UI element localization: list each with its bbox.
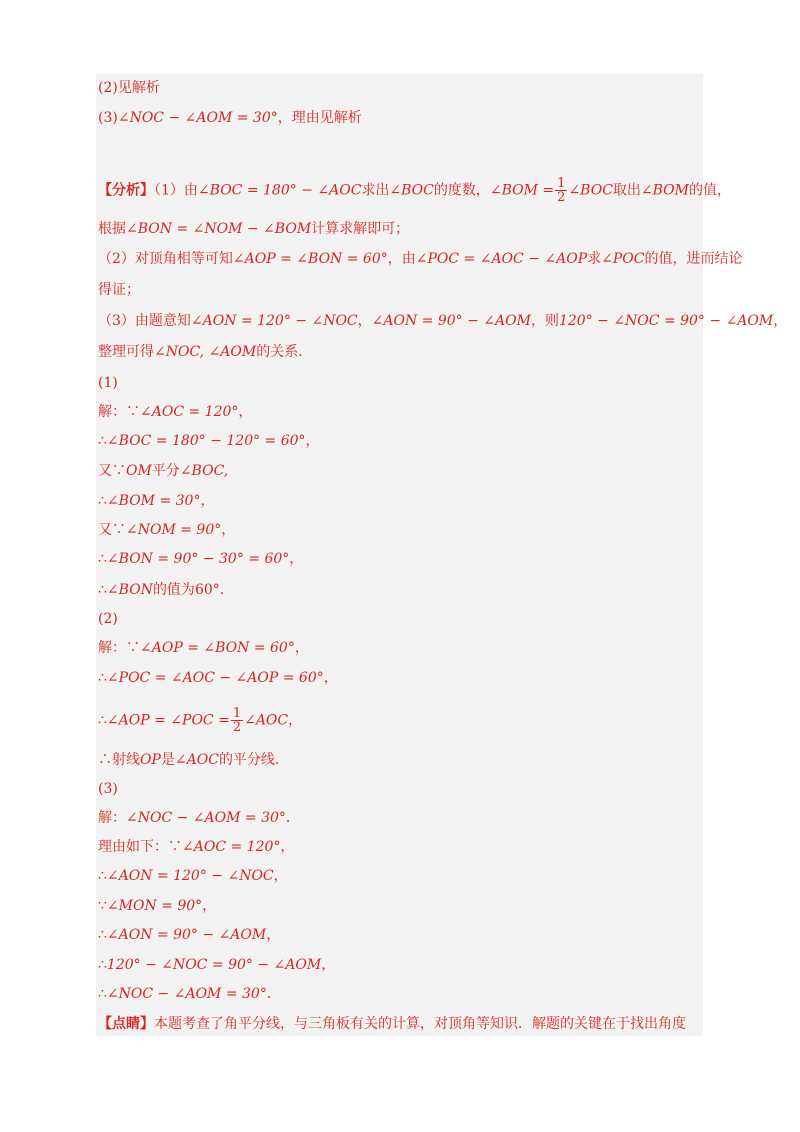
part1-line-5: 又∵∠NOM = 90°， bbox=[98, 522, 236, 538]
fraction-half: $\frac{1}{2}$ bbox=[557, 176, 566, 205]
part3-line-6: ∴120° − ∠NOC = 90° − ∠AOM， bbox=[98, 957, 336, 973]
answer-3: (3)∠NOC − ∠AOM = 30°，理由见解析 bbox=[98, 110, 362, 126]
part1-label: (1) bbox=[98, 375, 118, 391]
part3-line-7: ∴∠NOC − ∠AOM = 30°． bbox=[98, 986, 281, 1002]
analysis-line-1: 【分析】（1）由∠BOC = 180° − ∠AOC求出∠BOC的度数，∠BOM = $\frac{1}{2}$ ∠BOC取出∠BOM的值， bbox=[98, 176, 731, 205]
part1-line-1: 解：∵∠AOC = 120°， bbox=[98, 404, 253, 420]
part1-line-6: ∴∠BON = 90° − 30° = 60°， bbox=[98, 551, 304, 567]
analysis-tag: 【分析】 bbox=[98, 182, 154, 199]
part1-line-7: ∴∠BON的值为60°. bbox=[98, 582, 225, 598]
analysis-line-3: （2）对顶角相等可知∠AOP = ∠BON = 60°，由∠POC = ∠AOC − ∠AOP求∠POC的值，进而结论 bbox=[98, 251, 743, 267]
part3-line-1: 解：∠NOC − ∠AOM = 30°． bbox=[98, 810, 300, 826]
part1-line-2: ∴∠BOC = 180° − 120° = 60°， bbox=[98, 433, 320, 449]
answer-2: (2)见解析 bbox=[98, 80, 160, 96]
part3-label: (3) bbox=[98, 781, 118, 797]
part3-line-3: ∴∠AON = 120° − ∠NOC， bbox=[98, 868, 288, 884]
part3-line-5: ∴∠AON = 90° − ∠AOM， bbox=[98, 927, 281, 943]
part2-line-4: ∴射线OP是∠AOC的平分线． bbox=[98, 752, 289, 768]
comment-line: 【点睛】本题考查了角平分线，与三角板有关的计算，对顶角等知识．解题的关键在于找出角度 bbox=[98, 1016, 686, 1032]
part2-label: (2) bbox=[98, 611, 118, 627]
comment-tag: 【点睛】 bbox=[98, 1016, 154, 1032]
analysis-line-2: 根据∠BON = ∠NOM − ∠BOM计算求解即可； bbox=[98, 221, 410, 237]
analysis-line-6: 整理可得∠NOC, ∠AOM的关系． bbox=[98, 344, 313, 360]
part2-line-2: ∴∠POC = ∠AOC − ∠AOP = 60°， bbox=[98, 670, 338, 686]
analysis-line-4: 得证； bbox=[98, 282, 140, 298]
part2-line-1: 解：∵∠AOP = ∠BON = 60°， bbox=[98, 640, 309, 656]
part1-line-3: 又∵OM平分∠BOC, bbox=[98, 463, 229, 479]
analysis-line-5: （3）由题意知∠AON = 120° − ∠NOC，∠AON = 90° − ∠AOM，则120° − ∠NOC = 90° − ∠AOM， bbox=[98, 313, 788, 329]
part3-line-4: ∵∠MON = 90°， bbox=[98, 898, 217, 914]
part3-line-2: 理由如下：∵∠AOC = 120°， bbox=[98, 839, 295, 855]
part1-line-4: ∴∠BOM = 30°， bbox=[98, 493, 215, 509]
part2-line-3: ∴∠AOP = ∠POC = $\frac{1}{2}$ ∠AOC， bbox=[98, 706, 303, 735]
fraction-half: $\frac{1}{2}$ bbox=[232, 706, 242, 735]
